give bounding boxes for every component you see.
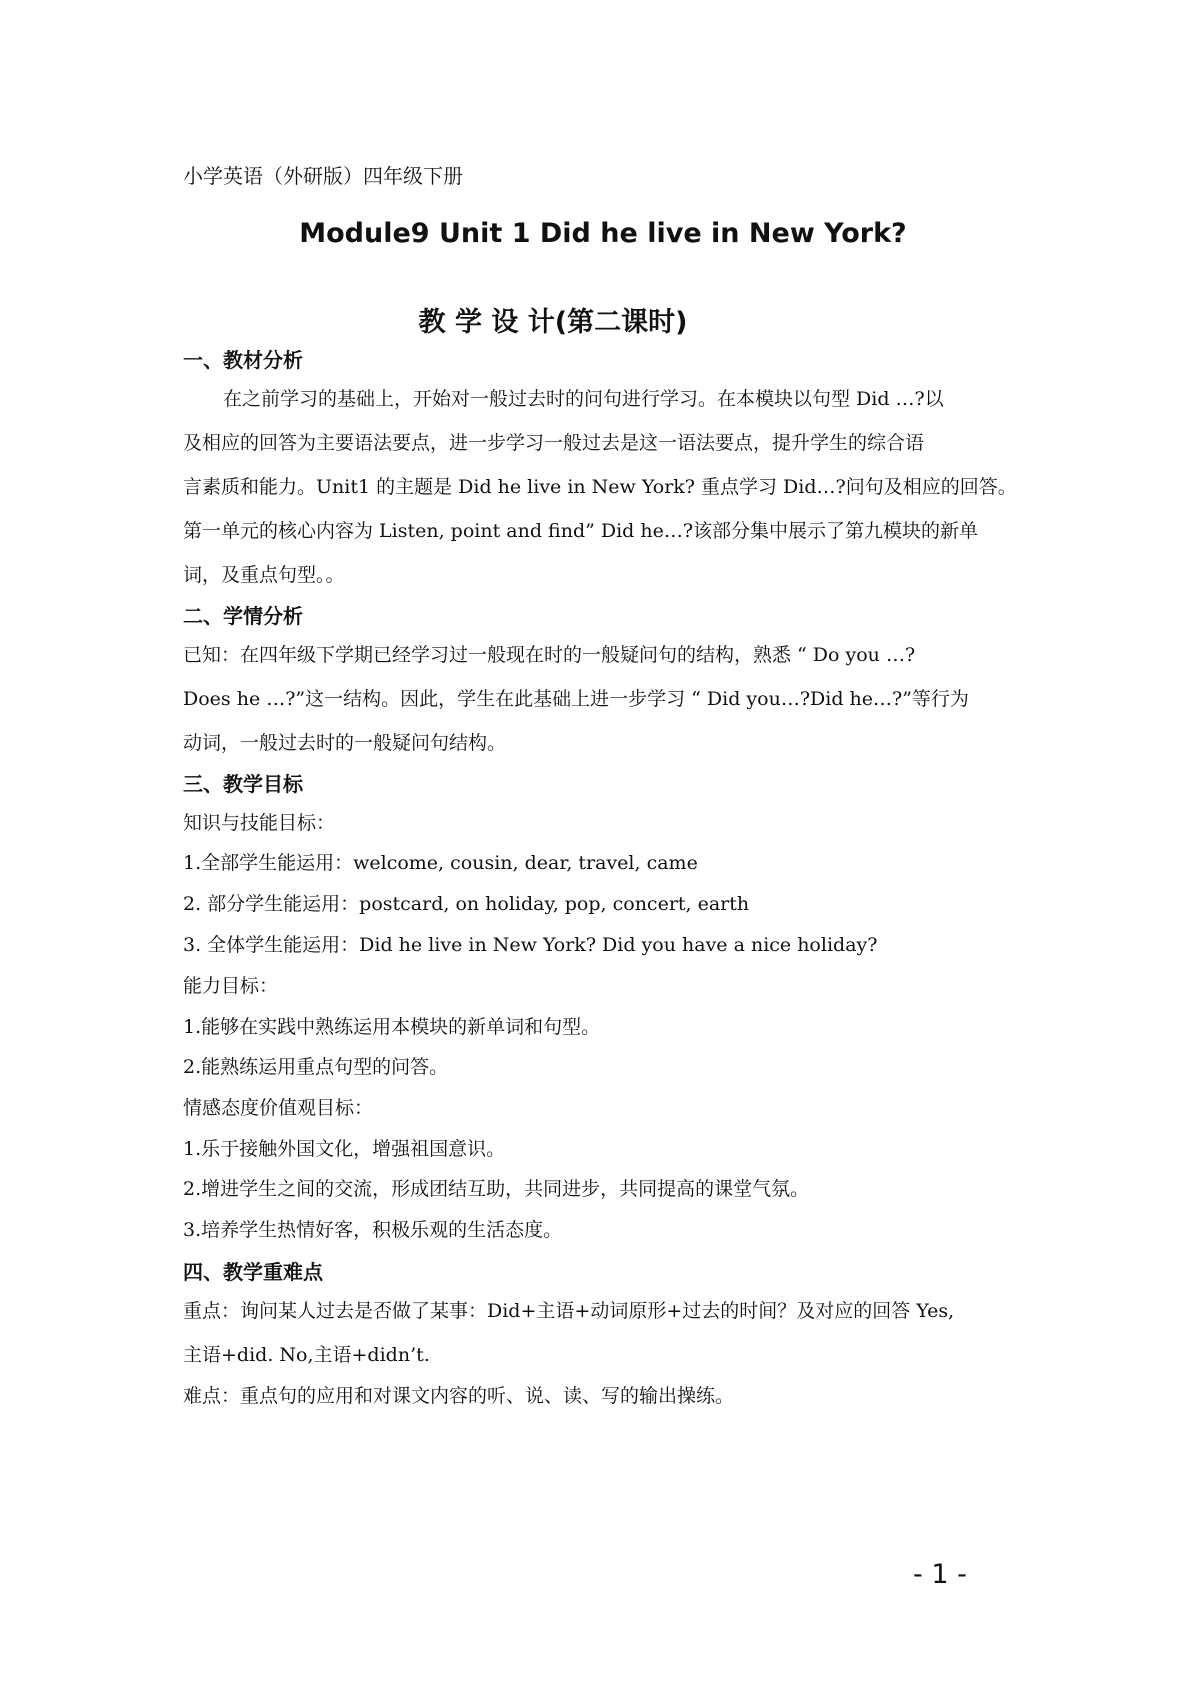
paragraph-line: 词，及重点句型。。	[183, 564, 345, 586]
objective-line: 2. 部分学生能运用：postcard, on holiday, pop, concert, earth	[183, 893, 750, 915]
objective-line: 能力目标：	[183, 975, 279, 997]
paragraph-line: 及相应的回答为主要语法要点，进一步学习一般过去是这一语法要点，提升学生的综合语	[183, 432, 925, 454]
document-subtitle: 教 学 设 计(第二课时)	[418, 307, 688, 338]
section-heading-teaching-objectives: 三、教学目标	[183, 772, 303, 796]
objective-line: 知识与技能目标：	[183, 812, 336, 834]
paragraph-line: 动词，一般过去时的一般疑问句结构。	[183, 732, 507, 754]
paragraph-line: Does he …?”这一结构。因此，学生在此基础上进一步学习 “ Did you…?Did he…?”等行为	[183, 688, 969, 710]
objective-line: 1.乐于接触外国文化，增强祖国意识。	[183, 1138, 506, 1160]
document-title: Module9 Unit 1 Did he live in New York?	[299, 218, 907, 249]
section-heading-learner-analysis: 二、学情分析	[183, 604, 303, 628]
section-heading-materials-analysis: 一、教材分析	[183, 348, 303, 372]
header-note: 小学英语（外研版）四年级下册	[183, 164, 463, 188]
paragraph-line: 第一单元的核心内容为 Listen, point and find” Did he…?该部分集中展示了第九模块的新单	[183, 520, 979, 542]
objective-line: 情感态度价值观目标：	[183, 1097, 374, 1119]
objective-line: 1.全部学生能运用：welcome, cousin, dear, travel, came	[183, 852, 698, 874]
paragraph-line: 在之前学习的基础上，开始对一般过去时的问句进行学习。在本模块以句型 Did …?以	[223, 388, 944, 410]
objective-line: 1.能够在实践中熟练运用本模块的新单词和句型。	[183, 1016, 601, 1038]
objective-line: 3. 全体学生能运用：Did he live in New York? Did you have a nice holiday?	[183, 934, 878, 956]
paragraph-line: 言素质和能力。Unit1 的主题是 Did he live in New York? 重点学习 Did…?问句及相应的回答。	[183, 476, 1017, 498]
page-number: - 1 -	[913, 1559, 967, 1590]
paragraph-line: 重点：询问某人过去是否做了某事：Did+主语+动词原形+过去的时间？及对应的回答 Yes,	[183, 1300, 955, 1322]
objective-line: 2.增进学生之间的交流，形成团结互助，共同进步，共同提高的课堂气氛。	[183, 1178, 810, 1200]
paragraph-line: 主语+did. No,主语+didn’t.	[183, 1344, 430, 1366]
paragraph-line: 难点：重点句的应用和对课文内容的听、说、读、写的输出操练。	[183, 1385, 735, 1407]
objective-line: 2.能熟练运用重点句型的问答。	[183, 1056, 449, 1078]
objective-line: 3.培养学生热情好客，积极乐观的生活态度。	[183, 1219, 563, 1241]
section-heading-key-difficult-points: 四、教学重难点	[183, 1260, 323, 1284]
paragraph-line: 已知：在四年级下学期已经学习过一般现在时的一般疑问句的结构，熟悉 “ Do you …?	[183, 644, 916, 666]
